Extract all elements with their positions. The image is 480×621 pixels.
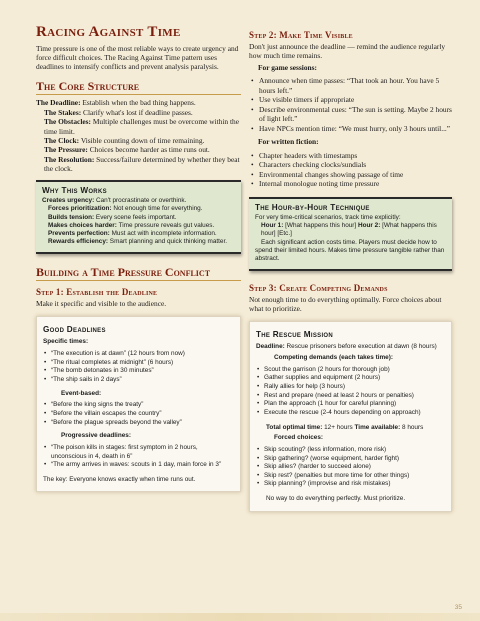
page-title: Racing Against Time xyxy=(36,24,181,40)
core-structure-list xyxy=(36,98,241,174)
list-item: • “The army arrives in waves: scouts in 1 day, main force in 3” xyxy=(43,461,234,470)
specific-times-label: Specific times: xyxy=(43,338,89,346)
list-item: • Rest and prepare (need at least 2 hours or penalties) xyxy=(256,392,445,401)
why-this-works-title: Why This Works xyxy=(42,185,107,195)
step2-text: Don't just announce the deadline — remind the audience regularly how much time remains. xyxy=(249,42,446,61)
event-based-list xyxy=(43,401,234,427)
list-item: • Environmental changes showing passage of time xyxy=(249,170,452,179)
right-column xyxy=(249,24,452,512)
competing-demands-list xyxy=(256,366,445,418)
labeled-line: The Pressure: Choices become harder as time runs out. xyxy=(44,145,210,155)
labeled-line: The Obstacles: Multiple challenges must be overcome within the time limit. xyxy=(44,117,239,136)
hour-by-hour-box xyxy=(249,197,452,271)
list-item: • “The execution is at dawn” (12 hours from now) xyxy=(43,350,234,359)
list-item: • “The bomb detonates in 30 minutes” xyxy=(43,367,234,376)
labeled-line: Forces prioritization: Not enough time for everything. xyxy=(48,205,203,213)
list-item: • “Before the king signs the treaty” xyxy=(43,401,234,410)
labeled-line: The Resolution: Success/failure determined by whether they beat the clock. xyxy=(44,154,240,174)
page-number: 35 xyxy=(454,604,462,611)
hour-by-hour-line2: Hour 1: [What happens this hour] Hour 2: [What happens this hour] [Etc.] xyxy=(261,221,437,238)
list-item: • “The ritual completes at midnight” (6 hours) xyxy=(43,359,234,368)
list-item: • Internal monologue noting time pressure xyxy=(249,179,452,188)
list-item: • Chapter headers with timestamps xyxy=(249,151,452,160)
step1-text: Make it specific and visible to the audience. xyxy=(36,299,167,308)
labeled-line: The Stakes: Clarify what's lost if deadline passes. xyxy=(44,107,193,117)
why-this-works-list xyxy=(42,197,235,247)
list-item: • Skip planning? (improvise and risk mistakes) xyxy=(256,480,445,489)
progressive-list xyxy=(43,444,234,470)
step1-heading: Step 1: Establish the Deadline xyxy=(36,287,158,297)
forced-choices-list xyxy=(256,446,445,489)
step2-heading: Step 2: Make Time Visible xyxy=(249,30,353,40)
list-item: • Have NPCs mention time: “We must hurry, only 3 hours until...” xyxy=(249,124,452,133)
competing-demands-label: Competing demands (each takes time): xyxy=(274,354,393,362)
progressive-label: Progressive deadlines: xyxy=(61,432,131,440)
list-item: • Skip allies? (harder to succeed alone) xyxy=(256,463,445,472)
list-item: • Skip rest? (penalties but more time for other things) xyxy=(256,472,445,481)
written-fiction-list xyxy=(249,151,452,189)
list-item: • “The poison kills in stages: first symptom in 2 hours, unconscious in 4, death in 6” xyxy=(43,444,234,461)
footer-decoration xyxy=(0,613,480,621)
labeled-line: The Deadline: Establish when the bad thing happens. xyxy=(36,98,196,108)
intro-paragraph: Time pressure is one of the most reliable ways to create urgency and force difficult choices. The Racing Against Time pattern uses deadlines to intensify conflicts and prevent analysis paralysis. xyxy=(36,43,239,72)
key-note: The key: Everyone knows exactly when time runs out. xyxy=(43,475,196,483)
list-item: • Scout the garrison (2 hours for thorough job) xyxy=(256,366,445,375)
labeled-line: Builds tension: Every scene feels important. xyxy=(48,213,177,221)
list-item: • “Before the plague spreads beyond the valley” xyxy=(43,419,234,428)
forced-choices-label: Forced choices: xyxy=(274,434,324,442)
list-item: • Skip scouting? (less information, more risk) xyxy=(256,446,445,455)
why-this-works-box xyxy=(36,180,241,254)
labeled-line: Prevents perfection: Must act with incomplete information. xyxy=(48,230,217,238)
list-item: • “The ship sails in 2 days” xyxy=(43,376,234,385)
hour-by-hour-title: The Hour-by-Hour Technique xyxy=(255,202,370,212)
list-item: • Execute the rescue (2-4 hours depending on approach) xyxy=(256,409,445,418)
list-item: • Plan the approach (1 hour for careful planning) xyxy=(256,400,445,409)
rescue-deadline: Deadline: Rescue prisoners before execution at dawn (8 hours) xyxy=(256,343,437,351)
specific-times-list xyxy=(43,350,234,385)
event-based-label: Event-based: xyxy=(61,389,102,397)
hour-by-hour-line1: For very time-critical scenarios, track time explicitly: xyxy=(255,213,401,221)
rescue-mission-box xyxy=(249,321,452,511)
building-heading: Building a Time Pressure Conflict xyxy=(36,266,241,281)
list-item: • Gather supplies and equipment (2 hours) xyxy=(256,374,445,383)
list-item: • Rally allies for help (3 hours) xyxy=(256,383,445,392)
game-sessions-label: For game sessions: xyxy=(258,62,317,72)
core-structure-heading: The Core Structure xyxy=(36,80,241,95)
labeled-line: Rewards efficiency: Smart planning and quick thinking matter. xyxy=(48,238,228,246)
list-item: • Describe environmental cues: “The sun is setting. Maybe 2 hours of light left.” xyxy=(249,105,452,124)
left-column xyxy=(36,24,241,492)
rescue-mission-title: The Rescue Mission xyxy=(256,330,334,340)
list-item: • “Before the villain escapes the country” xyxy=(43,410,234,419)
time-totals: Total optimal time: 12+ hours Time available: 8 hours xyxy=(266,423,424,431)
good-deadlines-box xyxy=(36,316,241,492)
list-item: • Skip gathering? (worse equipment, harder fight) xyxy=(256,455,445,464)
good-deadlines-title: Good Deadlines xyxy=(43,325,106,335)
step3-heading: Step 3: Create Competing Demands xyxy=(249,282,388,293)
list-item: • Characters checking clocks/sundials xyxy=(249,160,452,169)
hour-by-hour-line3: Each significant action costs time. Players must decide how to spend their limited hours. Makes time pressure tangible rather than abstract. xyxy=(255,238,445,263)
labeled-line: Makes choices harder: Time pressure reveals gut values. xyxy=(48,221,215,229)
list-item: • Announce when time passes: “That took an hour. You have 5 hours left.” xyxy=(249,76,452,95)
written-fiction-label: For written fiction: xyxy=(258,137,319,147)
step3-text: Not enough time to do everything optimally. Force choices about what to prioritize. xyxy=(249,294,442,313)
rescue-closing: No way to do everything perfectly. Must prioritize. xyxy=(266,495,406,503)
list-item: • Use visible timers if appropriate xyxy=(249,95,452,104)
game-sessions-list xyxy=(249,76,452,133)
labeled-line: Creates urgency: Can't procrastinate or overthink. xyxy=(42,196,187,204)
labeled-line: The Clock: Visible counting down of time remaining. xyxy=(44,135,205,145)
